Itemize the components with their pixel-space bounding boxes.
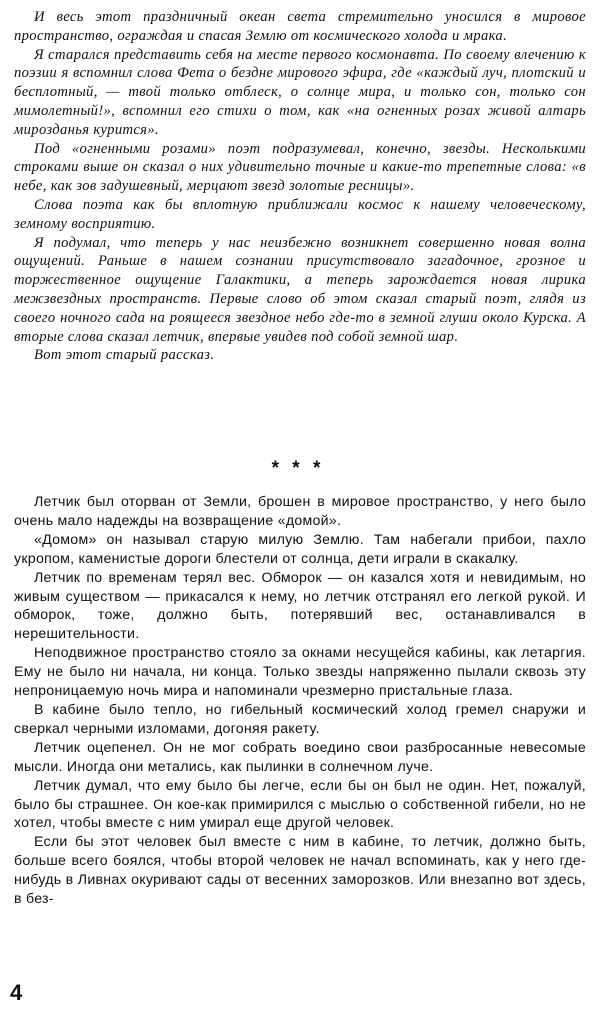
section-separator: * * * — [271, 458, 325, 479]
page-number: 4 — [10, 980, 23, 1005]
story-paragraph: Летчик по временам терял вес. Обморок — он казался хотя и невидимым, но живым существом — прикасался к нему, но летчик отстранял его легкой рукой. И обморок, тоже, должно быть, потерявший вес, останавливался в нерешительности. — [14, 569, 586, 643]
italic-paragraph: Я подумал, что теперь у нас неизбежно возникнет совершенно новая волна ощущений. Раньше в нашем сознании присутствовало загадочное, грозное и торжественное ощущение Галактики, а теперь зарождается новая лирика межзвездных пространств. Первые слово об этом сказал старый поэт, глядя из своего ночного сада на роящееся звездное небо где-то в земной глуши около Курска. А вторые слова сказал летчик, впервые увидев под собой земной шар. — [14, 234, 586, 345]
story-paragraph: В кабине было тепло, но гибельный космический холод гремел снаружи и сверкал черными изломами, догоняя ракету. — [14, 701, 586, 737]
italic-paragraph: Я старался представить себя на месте первого космонавта. По своему влечению к поэзии я вспомнил слова Фета о бездне мирового эфира, где «каждый луч, плотский и бесплотный, — твой только отблеск, о солнце мира, и только сон, только сон мимолетный!», вспомнил его стихи о том, как «на огненных розах живой алтарь мирозданья курится». — [14, 46, 586, 138]
italic-paragraph: Вот этот старый рассказ. — [34, 347, 215, 364]
italic-text-block — [14, 8, 586, 365]
italic-paragraph: Слова поэта как бы вплотную приближали космос к нашему человеческому, земному восприятию. — [14, 196, 586, 232]
story-paragraph: Летчик был оторван от Земли, брошен в мировое пространство, у него было очень мало надежды на возвращение «домой». — [14, 494, 586, 529]
story-text-block — [14, 493, 586, 909]
story-paragraph: Летчик думал, что ему было бы легче, если бы он был не один. Нет, пожалуй, было бы страшнее. Он кое-как примирился с мыслью о собственной гибели, но не хотел, чтобы вместе с ним умирал еще другой человек. — [14, 777, 586, 832]
story-paragraph: Если бы этот человек был вместе с ним в кабине, то летчик, должно быть, больше всего боялся, чтобы второй человек не начал вспоминать, как у него где-нибудь в Ливнах окуривают сады от весенних заморозков. Или внезапно вот здесь, в без- — [14, 834, 586, 908]
story-paragraph: Летчик оцепенел. Он не мог собрать воедино свои разбросанные невесомые мысли. Иногда они метались, как пылинки в солнечном луче. — [14, 739, 586, 775]
story-paragraph: Неподвижное пространство стояло за окнами несущейся кабины, как летаргия. Ему не было ни начала, ни конца. Только звезды напряженно пылали сквозь эту непроницаемую ночь мира и напоминали чрезмерно пристальные глаза. — [14, 645, 586, 700]
italic-paragraph: И весь этот праздничный океан света стремительно уносился в мировое пространство, ограждая и спасая Землю от космического холода и мрака. — [14, 9, 586, 44]
italic-paragraph: Под «огненными розами» поэт подразумевал, конечно, звезды. Несколькими строками выше он сказал о них удивительно точные и какие-то трепетные слова: «в небе, как зов задушевный, мерцают звезд золотые ресницы». — [14, 140, 586, 195]
story-paragraph: «Домом» он называл старую милую Землю. Там набегали прибои, пахло укропом, каменистые дороги блестели от солнца, дети играли в скакалку. — [14, 531, 586, 567]
